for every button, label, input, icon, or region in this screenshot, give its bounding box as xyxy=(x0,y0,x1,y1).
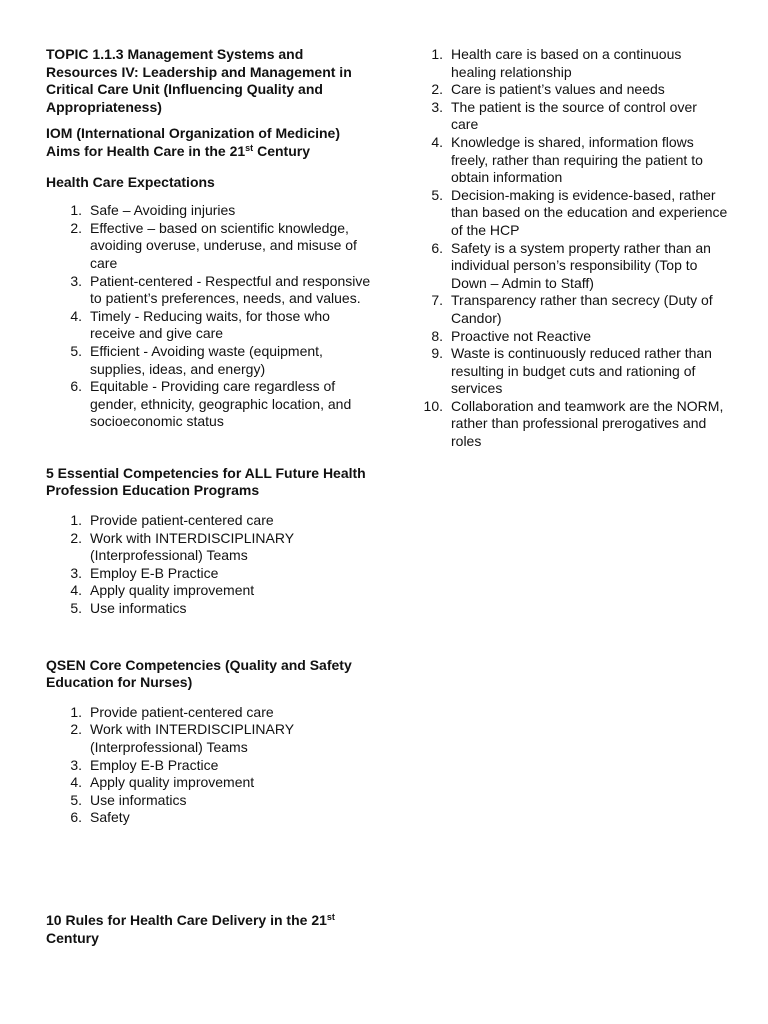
essential-competencies-heading: 5 Essential Competencies for ALL Future Health Profession Education Programs xyxy=(46,464,366,499)
qsen-competencies-list xyxy=(46,704,376,827)
qsen-heading: QSEN Core Competencies (Quality and Safety Education for Nurses) xyxy=(46,656,352,691)
list-item xyxy=(46,757,376,775)
list-item-number: 2. xyxy=(431,81,443,98)
list-item-number: 5. xyxy=(70,791,82,808)
list-item xyxy=(46,530,376,565)
list-item xyxy=(46,202,376,220)
list-item-text: Decision-making is evidence-based, rather than based on the education and experience of the HCP xyxy=(451,186,728,238)
list-item-text: Waste is continuously reduced rather than resulting in budget cuts and rationing of services xyxy=(451,345,712,397)
list-item-number: 4. xyxy=(70,307,82,324)
rules-heading-tail: Century xyxy=(46,929,99,946)
list-item xyxy=(398,99,728,134)
list-item-text: Safety is a system property rather than an individual person’s responsibility (Top to Down – Admin to Staff) xyxy=(451,239,711,291)
list-item-text: Equitable - Providing care regardless of gender, ethnicity, geographic location, and socioeconomic status xyxy=(90,378,352,430)
list-item-text: Safety xyxy=(90,809,130,826)
list-item-number: 2. xyxy=(70,219,82,236)
list-item-number: 5. xyxy=(70,600,82,617)
list-item-number: 9. xyxy=(431,345,443,362)
list-item xyxy=(46,774,376,792)
list-item xyxy=(46,343,376,378)
expectations-heading: Health Care Expectations xyxy=(46,173,215,190)
list-item xyxy=(46,600,376,618)
list-item xyxy=(46,220,376,273)
list-item xyxy=(398,292,728,327)
list-item-number: 6. xyxy=(431,239,443,256)
list-item-number: 3. xyxy=(431,98,443,115)
list-item xyxy=(398,46,728,81)
list-item-number: 5. xyxy=(70,342,82,359)
list-item-number: 5. xyxy=(431,186,443,203)
list-item xyxy=(46,792,376,810)
list-item-text: Efficient - Avoiding waste (equipment, supplies, ideas, and energy) xyxy=(90,342,323,377)
right-column xyxy=(398,46,728,451)
topic-heading: TOPIC 1.1.3 Management Systems and Resources IV: Leadership and Management in Critical Care Unit (Influencing Quality and Appropriateness) xyxy=(46,46,352,115)
list-item-text: Knowledge is shared, information flows freely, rather than requiring the patient to obtain information xyxy=(451,133,703,186)
list-item xyxy=(46,273,376,308)
list-item-number: 2. xyxy=(70,721,82,738)
list-item-number: 3. xyxy=(70,272,82,289)
list-item-text: Transparency rather than secrecy (Duty of Candor) xyxy=(451,292,713,326)
rules-heading-text: 10 Rules for Health Care Delivery in the 21 xyxy=(46,911,327,928)
list-item-text: Employ E-B Practice xyxy=(90,756,219,773)
list-item-number: 10. xyxy=(423,397,443,414)
list-item-text: Apply quality improvement xyxy=(90,582,255,599)
list-item-text: Patient-centered - Respectful and responsive to patient’s preferences, needs, and values. xyxy=(90,272,371,307)
list-item-number: 4. xyxy=(70,774,82,791)
list-item-number: 8. xyxy=(431,327,443,344)
list-item-number: 1. xyxy=(70,202,82,219)
list-item-number: 1. xyxy=(431,46,443,62)
list-item-text: Apply quality improvement xyxy=(90,774,255,791)
list-item xyxy=(46,809,376,827)
iom-aims-heading-sup: st xyxy=(245,142,254,153)
list-item-number: 3. xyxy=(70,564,82,581)
list-item-number: 6. xyxy=(70,378,82,395)
list-item-text: Proactive not Reactive xyxy=(451,327,592,344)
list-item xyxy=(398,240,728,293)
list-item-number: 6. xyxy=(70,809,82,826)
list-item-text: Provide patient-centered care xyxy=(90,512,274,529)
essential-competencies-list xyxy=(46,512,376,618)
rules-heading-sup: st xyxy=(326,911,335,922)
list-item-text: Work with INTERDISCIPLINARY (Interprofessional) Teams xyxy=(90,529,294,564)
list-item-text: Employ E-B Practice xyxy=(90,564,219,581)
list-item xyxy=(398,328,728,346)
iom-aims-heading xyxy=(46,125,376,160)
list-item-text: Care is patient’s values and needs xyxy=(451,81,665,98)
list-item xyxy=(46,512,376,530)
list-item xyxy=(398,345,728,398)
list-item-text: Use informatics xyxy=(90,791,187,808)
list-item-text: Timely - Reducing waits, for those who receive and give care xyxy=(90,307,330,342)
list-item xyxy=(46,308,376,343)
list-item xyxy=(46,582,376,600)
left-column xyxy=(46,46,376,947)
list-item-text: Work with INTERDISCIPLINARY (Interprofessional) Teams xyxy=(90,721,294,755)
list-item xyxy=(398,81,728,99)
list-item-number: 4. xyxy=(431,133,443,150)
iom-aims-heading-text: IOM (International Organization of Medicine) Aims for Health Care in the 21 xyxy=(46,125,341,159)
list-item-text: The patient is the source of control over care xyxy=(451,98,697,133)
list-item-text: Provide patient-centered care xyxy=(90,703,274,720)
list-item xyxy=(398,187,728,240)
list-item xyxy=(46,704,376,722)
list-item xyxy=(46,721,376,756)
list-item xyxy=(398,134,728,187)
list-item-text: Safe – Avoiding injuries xyxy=(90,202,236,219)
list-item xyxy=(398,398,728,451)
list-item xyxy=(46,565,376,583)
list-item-number: 2. xyxy=(70,529,82,546)
list-item-number: 1. xyxy=(70,703,82,720)
expectations-list xyxy=(46,202,376,431)
list-item-number: 4. xyxy=(70,582,82,599)
list-item xyxy=(46,378,376,431)
list-item-number: 7. xyxy=(431,292,443,309)
iom-aims-heading-tail: Century xyxy=(253,142,310,159)
rules-heading xyxy=(46,912,376,947)
list-item-text: Use informatics xyxy=(90,600,187,617)
rules-list xyxy=(398,46,728,451)
list-item-number: 1. xyxy=(70,512,82,529)
list-item-text: Effective – based on scientific knowledge, avoiding overuse, underuse, and misuse of care xyxy=(90,219,357,271)
list-item-number: 3. xyxy=(70,756,82,773)
list-item-text: Health care is based on a continuous healing relationship xyxy=(451,46,682,80)
list-item-text: Collaboration and teamwork are the NORM, rather than professional prerogatives and roles xyxy=(451,397,724,450)
